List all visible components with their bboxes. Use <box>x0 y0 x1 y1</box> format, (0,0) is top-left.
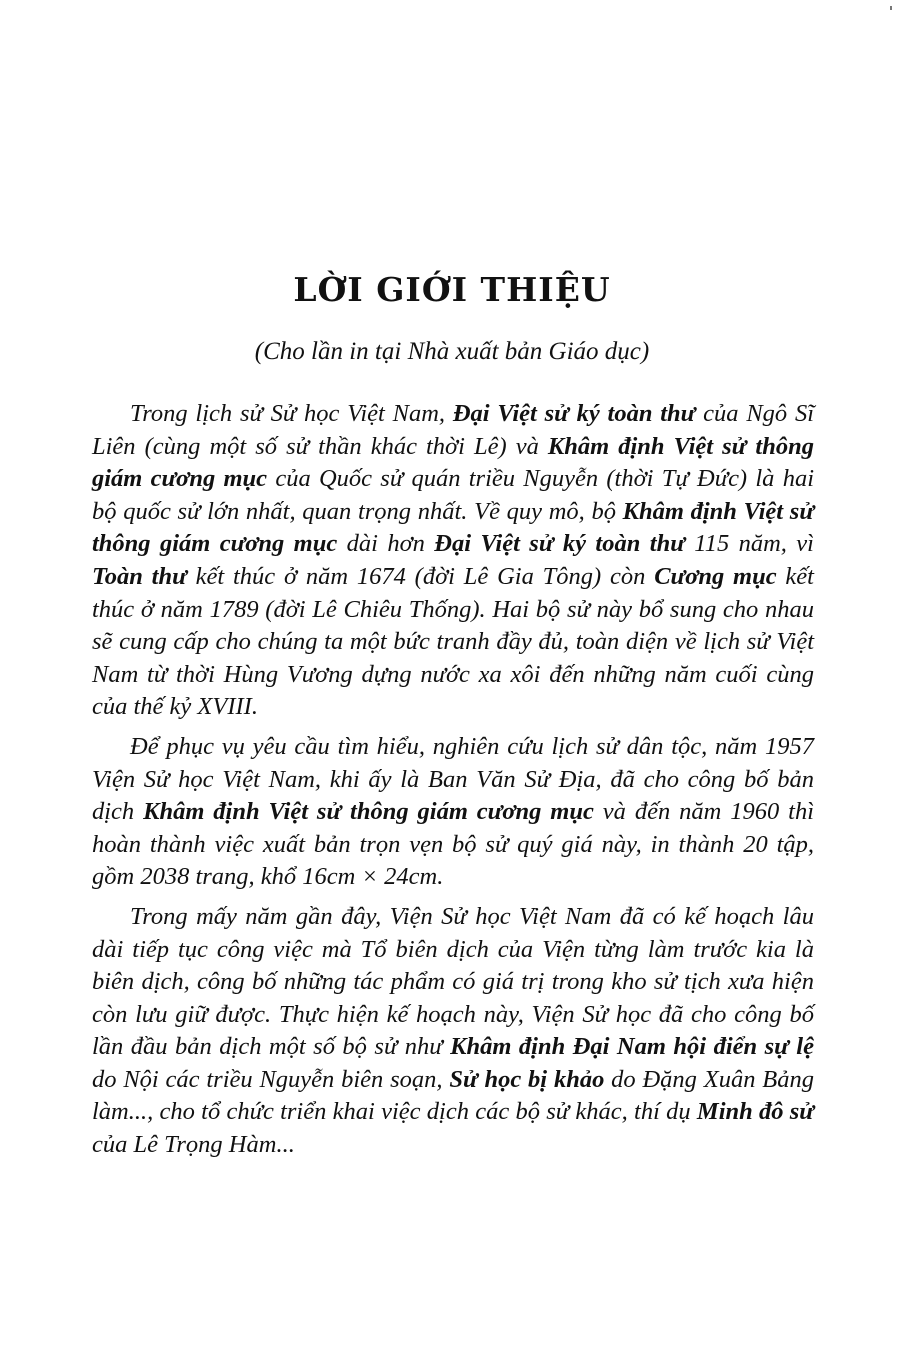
text-run: Trong mấy năm gần đây, Viện Sử học Việt Nam đã có kế hoạch lâu dài tiếp tục công việc mà Tổ biên dịch của Viện từng làm trước kia là biên dịch, công bố những tác phẩm có giá trị trong kho sử tịch xưa hiện còn lưu giữ được. Thực hiện kế hoạch này, Viện Sử học đã cho công bố lần đầu bản dịch một số bộ sử như <box>92 902 814 1061</box>
corner-mark <box>890 6 892 10</box>
book-title: Cương mục <box>654 562 777 590</box>
text-run: Trong lịch sử Sử học Việt Nam, <box>130 400 453 427</box>
text-run: 115 năm, vì <box>684 530 814 558</box>
text-run: kết thúc ở năm 1789 (đời Lê Chiêu Thống). Hai bộ sử này bổ sung cho nhau sẽ cung cấp cho chúng ta một bức tranh đầy đủ, toàn diện về lịch sử Việt Nam từ thời Hùng Vương dựng nước xa xôi đến những năm cuối cùng của thế kỷ XVIII. <box>92 562 814 721</box>
paragraph-3 <box>92 901 814 1162</box>
text-run: của Lê Trọng Hàm... <box>92 1131 295 1159</box>
text-run: của Ngô Sĩ Liên (cùng một số sử thần khác thời Lê) và <box>92 400 815 460</box>
body-text <box>92 398 814 1169</box>
book-title: Minh đô sử <box>696 1098 814 1126</box>
page-title: LỜI GIỚI THIỆU <box>293 270 611 309</box>
book-title: Khâm định Đại Nam hội điển sự lệ <box>450 1033 814 1061</box>
book-title: Sử học bị khảo <box>449 1065 605 1093</box>
book-title: Khâm định Việt sử thông giám cương mục <box>92 497 814 558</box>
text-run: Để phục vụ yêu cầu tìm hiểu, nghiên cứu lịch sử dân tộc, năm 1957 Viện Sử học Việt Nam, khi ấy là Ban Văn Sử Địa, đã cho công bố bản dịch <box>92 732 814 826</box>
text-run: của Quốc sử quán triều Nguyễn (thời Tự Đức) là hai bộ quốc sử lớn nhất, quan trọng nhất. Về quy mô, bộ <box>92 465 814 525</box>
paragraph-1 <box>92 398 814 724</box>
text-run: kết thúc ở năm 1674 (đời Lê Gia Tông) còn <box>186 562 655 590</box>
book-title: Khâm định Việt sử thông giám cương mục <box>143 798 594 826</box>
book-title: Khâm định Việt sử thông giám cương mục <box>92 432 814 493</box>
book-title: Toàn thư <box>92 562 187 590</box>
text-run: và đến năm 1960 thì hoàn thành việc xuất bản trọn vẹn bộ sử quý giá này, in thành 20 tập, gồm 2038 trang, khổ 16cm × 24cm. <box>92 798 815 891</box>
book-title: Đại Việt sử ký toàn thư <box>434 530 685 558</box>
paragraph-2 <box>92 731 814 894</box>
page-subtitle: (Cho lần in tại Nhà xuất bản Giáo dục) <box>254 338 650 365</box>
book-title: Đại Việt sử ký toàn thư <box>452 400 696 427</box>
text-run: do Nội các triều Nguyễn biên soạn, <box>92 1065 450 1093</box>
text-run: do Đặng Xuân Bảng làm..., cho tổ chức triển khai việc dịch các bộ sử khác, thí dụ <box>92 1065 814 1126</box>
text-run: dài hơn <box>337 530 435 558</box>
